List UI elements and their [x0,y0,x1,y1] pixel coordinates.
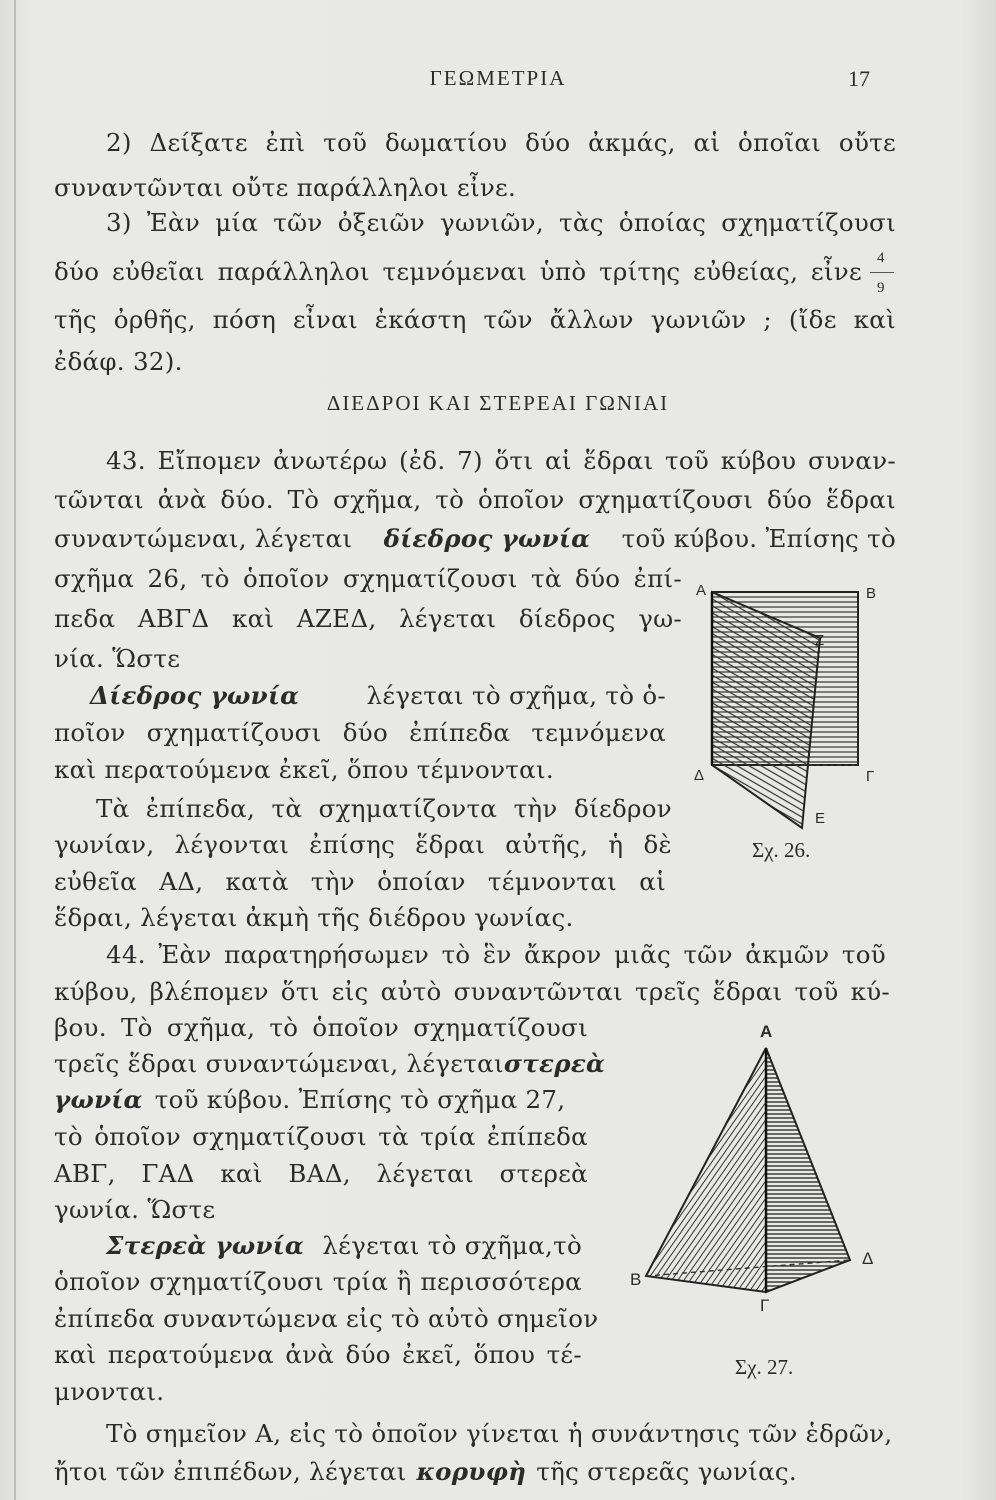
fig27-label-A: A [760,1022,773,1041]
p44-line-1: 44. Ἐὰν παρατηρήσωμεν τὸ ἓν ἄκρον μιᾶς τῶν ἀκμῶν τοῦ [106,940,886,969]
exercise-3-line-4: ἐδάφ. 32). [54,347,183,376]
p43-line-1: 43. Εἴπομεν ἀνωτέρω (ἐδ. 7) ὅτι αἱ ἕδραι τοῦ κύβου συναν- [106,446,896,475]
p44-line-15-start: ἤτοι τῶν ἐπιπέδων, λέγεται [54,1457,407,1486]
p44-line-10: ὁποῖον σχηματίζουσι τρία ἢ περισσότερα [54,1267,582,1296]
p43-line-3 [54,524,896,553]
p44-line-13: μνονται. [54,1377,165,1406]
running-header [0,66,996,96]
exercise-3-line-1: 3) Ἐὰν μία τῶν ὀξειῶν γωνιῶν, τὰς ὁποίας σχηματίζουσι [106,208,896,237]
fraction-bar [870,272,894,273]
p44-line-8: γωνία. Ὥστε [54,1195,216,1224]
fig26-label-E: Ε [815,810,826,827]
figure-27-caption: Σχ. 27. [735,1355,794,1379]
exercise-2-line-2: συναντῶνται οὔτε παράλληλοι εἶνε. [54,173,517,202]
fig26-label-G: Γ [866,768,875,785]
fig26-label-D: Δ [694,767,705,784]
p43-line-4: σχῆμα 26, τὸ ὁποῖον σχηματίζουσι τὰ δύο ἐπί- [54,564,682,593]
fraction-numerator: 4 [877,250,885,266]
page-spine-edge [14,0,16,1500]
figure-26-dihedral [690,570,890,840]
p43-line-10: Τὰ ἐπίπεδα, τὰ σχηματίζοντα τὴν δίεδρον [96,794,672,823]
page-number: 17 [848,66,870,91]
p43-line-13: ἕδραι, λέγεται ἀκμὴ τῆς διέδρου γωνίας. [54,903,574,932]
face-ABG [646,1048,766,1292]
exercise-2-line-1: 2) Δείξατε ἐπὶ τοῦ δωματίου δύο ἀκμάς, αἱ ὁποῖαι οὔτε [106,128,896,157]
p44-line-3: βου. Τὸ σχῆμα, τὸ ὁποῖον σχηματίζουσι [54,1013,588,1042]
p44-line-5 [54,1085,588,1114]
p44-line-15-end: τῆς στερεᾶς γωνίας. [536,1457,798,1486]
term-angle: γωνία [54,1085,143,1114]
exercise-3-line-2: δύο εὐθεῖαι παράλληλοι τεμνόμεναι ὑπὸ τρίτης εὐθείας, εἶνε [54,257,862,286]
p43-line-9: καὶ περατούμενα ἐκεῖ, ὅπου τέμνονται. [54,755,554,784]
p43-line-3-end: τοῦ κύβου. Ἐπίσης τὸ [621,524,896,553]
p44-line-2: κύβου, βλέπομεν ὅτι εἰς αὐτὸ συναντῶνται τρεῖς ἕδραι τοῦ κύ- [54,977,890,1006]
p43-line-6: νία. Ὥστε [54,644,181,673]
definition-dihedral-text: λέγεται τὸ σχῆμα, τὸ ὁ- [366,681,666,710]
p43-line-12: εὐθεῖα ΑΔ, κατὰ τὴν ὁποίαν τέμνονται αἱ [54,867,666,896]
fig26-label-A: Α [696,582,707,599]
p43-line-8: ποῖον σχηματίζουσι δύο ἐπίπεδα τεμνόμενα [54,718,666,747]
figure-26-caption: Σχ. 26. [752,838,811,862]
term-solid: στερεὰ [503,1049,606,1078]
p44-line-4-start: τρεῖς ἕδραι συναντώμεναι, λέγεται [54,1049,504,1078]
face-GAD [766,1048,850,1292]
fig27-label-D: Δ [862,1249,874,1268]
figure-27-solid-angle [630,1040,890,1340]
definition-solid-term: Στερεὰ γωνία [106,1231,305,1260]
p44-line-15 [54,1457,798,1486]
definition-solid-text: λέγεται τὸ σχῆμα,τὸ [322,1231,582,1260]
fig26-label-Z: Ζ [815,632,825,649]
fig27-label-G: Γ [760,1296,770,1315]
p44-line-11: ἐπίπεδα συναντώμενα εἰς τὸ αὐτὸ σημεῖον [54,1304,599,1333]
p44-line-7: ΑΒΓ, ΓΑΔ καὶ ΒΑΔ, λέγεται στερεὰ [54,1159,588,1188]
p44-line-6: τὸ ὁποῖον σχηματίζουσι τὰ τρία ἐπίπεδα [54,1122,588,1151]
definition-solid [106,1231,582,1260]
fig26-label-B: Β [866,585,877,602]
term-vertex: κορυφὴ [416,1457,527,1486]
definition-dihedral [90,681,666,710]
definition-dihedral-term: Δίεδρος γωνία [90,681,300,710]
p43-line-5: πεδα ΑΒΓΔ καὶ ΑΖΕΔ, λέγεται δίεδρος γω- [54,604,682,633]
p43-line-3-start: συναντώμεναι, λέγεται [54,524,353,553]
exercise-3-line-3: τῆς ὀρθῆς, πόση εἶναι ἑκάστη τῶν ἄλλων γωνιῶν ; (ἴδε καὶ [54,305,896,334]
fig27-label-B: B [630,1270,642,1289]
term-dihedral-angle: δίεδρος γωνία [383,524,591,553]
p43-line-2: τῶνται ἀνὰ δύο. Τὸ σχῆμα, τὸ ὁποῖον σχηματίζουσι δύο ἕδραι [54,485,896,514]
p44-line-4 [54,1049,606,1078]
p44-line-14: Τὸ σημεῖον Α, εἰς τὸ ὁποῖον γίνεται ἡ συνάντησις τῶν ἑδρῶν, [106,1419,893,1448]
p44-line-12: καὶ περατούμενα ἀνὰ δύο ἐκεῖ, ὅπου τέ- [54,1340,582,1369]
p44-line-5-rest: τοῦ κύβου. Ἐπίσης τὸ σχῆμα 27, [154,1085,566,1114]
fraction-denominator: 9 [877,280,885,296]
section-heading: ΔΙΕΔΡΟΙ ΚΑΙ ΣΤΕΡΕΑΙ ΓΩΝΙΑΙ [326,391,670,415]
p43-line-11: γωνίαν, λέγονται ἐπίσης ἕδραι αὐτῆς, ἡ δὲ [54,830,672,859]
running-title: ΓΕΩΜΕΤΡΙΑ [429,66,567,90]
